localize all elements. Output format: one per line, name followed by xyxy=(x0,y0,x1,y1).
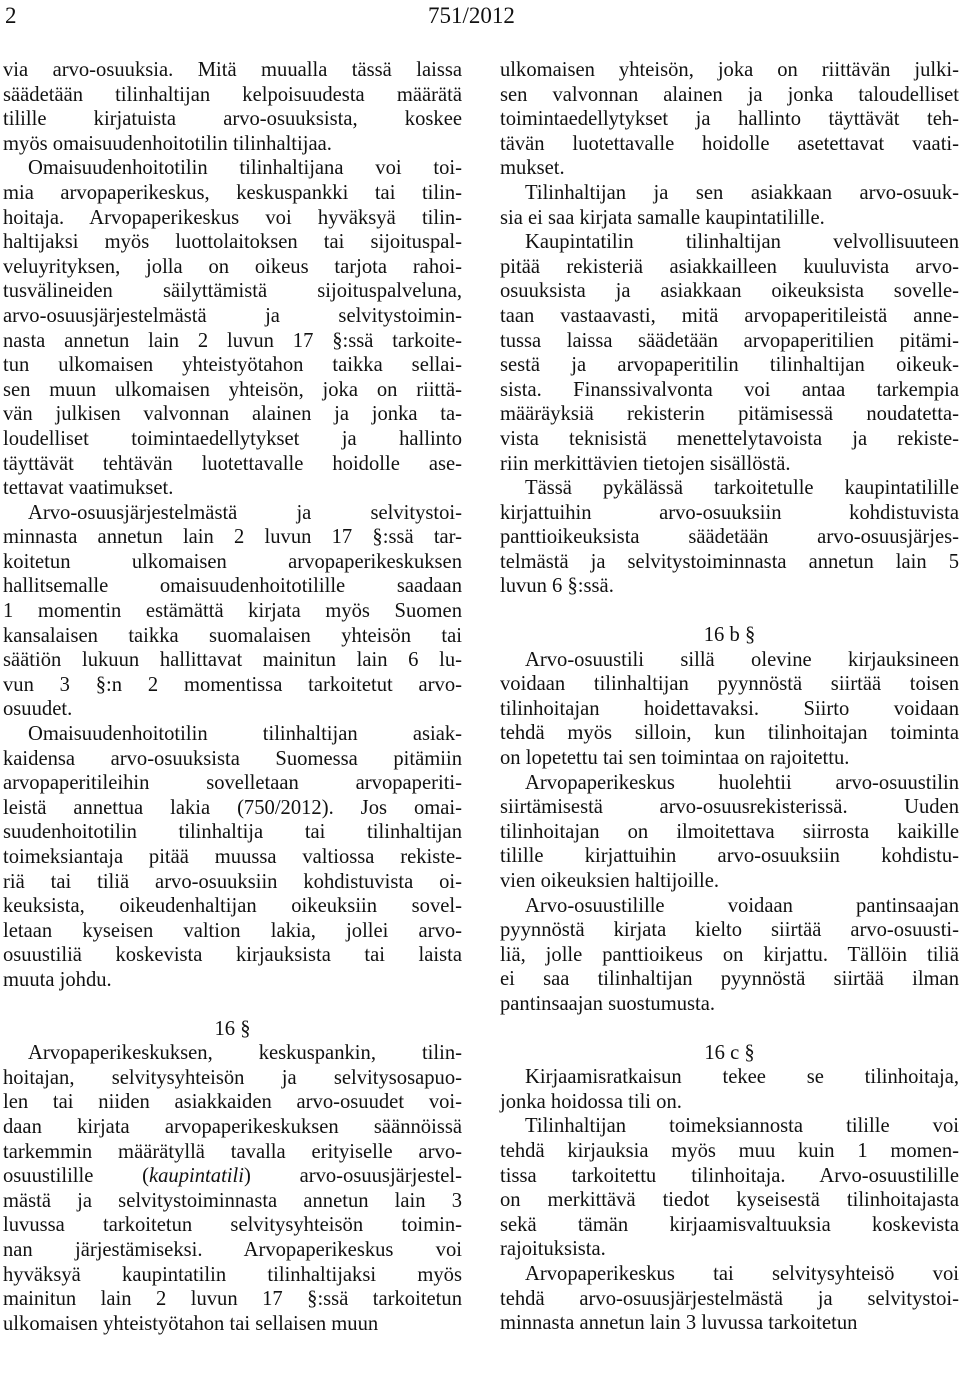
text-line: osuustilille (kaupintatili) arvo-osuusjärjestel- xyxy=(3,1165,462,1188)
text-line: panttioikeuksista säädetään arvo-osuusjärjes- xyxy=(500,526,959,549)
text-line: len tai niiden asiakkaiden arvo-osuudet voi- xyxy=(3,1091,462,1114)
text-line: ei saa tilinhaltijan pyynnöstä siirtää ilman xyxy=(500,968,959,991)
text-line: tun ulkomaisen yhteistyötahon taikka sellai- xyxy=(3,354,462,377)
text-line: minnasta annetun lain 3 luvussa tarkoitetun xyxy=(500,1312,858,1335)
text-line: Arvo-osuustilille voidaan pantinsaajan xyxy=(525,894,959,917)
text-line: sen muun ulkomaisen yhteisön, joka on riittä- xyxy=(3,378,462,401)
text-line: riä tai tiliä arvo-osuuksiin kohdistuvista oi- xyxy=(3,870,462,893)
paragraph xyxy=(500,771,959,894)
paragraph xyxy=(3,58,462,156)
text-line: suudenhoitotilin tilinhaltija tai tilinhaltijan xyxy=(3,821,462,844)
text-line: tilille kirjattuihin arvo-osuuksiin kohdistu- xyxy=(500,845,959,868)
text-line: tarkemmin määrätyllä tavalla erityiselle arvo- xyxy=(3,1140,462,1163)
text-line: Omaisuudenhoitotilin tilinhaltijan asiak- xyxy=(28,723,462,746)
text-line: mia arvopaperikeskus, keskuspankki tai tilin- xyxy=(3,181,462,204)
text-line: määräyksiä rekisterin pitämisessä noudatetta- xyxy=(500,403,959,426)
text-line: säätiön lukuun hallittavat mainitun lain 6 lu- xyxy=(3,649,462,672)
text-line: voidaan tilinhaltijan pyynnöstä siirtää toisen xyxy=(500,673,959,696)
text-line: Kaupintatilin tilinhaltijan velvollisuuteen xyxy=(525,231,959,254)
text-line: tehdä arvo-osuusjärjestelmästä ja selvitystoi- xyxy=(500,1287,959,1310)
text-line: vun 3 §:n 2 momentissa tarkoitetut arvo- xyxy=(3,673,462,696)
paragraph xyxy=(500,894,959,1017)
text-line: vista teknisistä menettelytavoista ja rekiste- xyxy=(500,427,959,450)
paragraph xyxy=(3,1041,462,1336)
text-line: tehdä myös silloin, kun tilinhoitajan toiminta xyxy=(500,722,959,745)
text-line: osuudet. xyxy=(3,698,73,721)
text-line: on lopetettu tai sen toimintaa on rajoitettu. xyxy=(500,747,850,770)
text-line: riin merkittävien tietojen sisällöstä. xyxy=(500,452,791,475)
text-line: minnasta annetun lain 2 luvun 17 §:ssä tar- xyxy=(3,526,462,549)
text-line: rajoituksista. xyxy=(500,1238,606,1261)
text-line: Arvopaperikeskus huolehtii arvo-osuustilin xyxy=(525,771,959,794)
paragraph xyxy=(500,1262,959,1336)
section-spacer xyxy=(500,1017,959,1041)
text-line: leistä annettua lakia (750/2012). Jos omai- xyxy=(3,796,462,819)
text-line: tissa tarkoitettu tilinhoitaja. Arvo-osuustilille xyxy=(500,1164,959,1187)
text-line: kansalaisen taikka suomalaisen yhteisön tai xyxy=(3,624,462,647)
text-line: sen valvonnan alainen ja jonka taloudelliset xyxy=(500,83,959,106)
text-line: kaidensa arvo-osuuksista Suomessa pitämiin xyxy=(3,747,462,770)
text-line: Arvo-osuusjärjestelmästä ja selvitystoi- xyxy=(28,501,462,524)
text-line: pyynnöstä kirjata kielto siirtää arvo-osuusti- xyxy=(500,919,959,942)
left-column xyxy=(3,58,462,1336)
section-heading: 16 c § xyxy=(704,1041,755,1064)
section-spacer xyxy=(3,993,462,1017)
text-line: tusvälineiden säilyttämistä sijoituspalveluna, xyxy=(3,280,462,303)
paragraph xyxy=(500,1065,959,1114)
text-line: mästä ja selvitystoiminnasta annetun lain 3 xyxy=(3,1189,462,1212)
text-line: Tilinhaltijan toimeksiannosta tilille voi xyxy=(525,1115,959,1138)
text-line: osuuksista ja asiakkaan oikeuksista sovelle- xyxy=(500,280,959,303)
text-line: koitetun ulkomaisen arvopaperikeskuksen xyxy=(3,550,462,573)
text-line: vien oikeuksien haltijoille. xyxy=(500,870,720,892)
text-line: on merkittävä tiedot kyseisestä tilinhoitajasta xyxy=(500,1189,959,1212)
section-heading: 16 b § xyxy=(703,624,756,647)
text-line: täyttävät tehtävän luotettavalle hoidolle ase- xyxy=(3,452,462,475)
section-spacer xyxy=(500,599,959,623)
text-line: sia ei saa kirjata samalle kaupintatilille. xyxy=(500,206,825,229)
text-line: Tilinhaltijan ja sen asiakkaan arvo-osuuk- xyxy=(525,181,959,204)
text-line: pitää rekisteriä asiakkailleen kuuluvista arvo- xyxy=(500,255,959,278)
text-line: hoitaja. Arvopaperikeskus voi hyväksyä tilin- xyxy=(3,206,462,229)
text-line: hoitajan, selvitysyhteisön ja selvitysosapuo- xyxy=(3,1066,462,1089)
text-line: vän julkisen valvonnan alainen ja jonka ta- xyxy=(3,403,462,426)
text-line: myös omaisuudenhoitotilin tilinhaltijaa. xyxy=(3,132,332,155)
text-line: siirtämisestä arvo-osuusrekisterissä. Uuden xyxy=(500,796,959,819)
paragraph xyxy=(500,181,959,230)
text-line: Arvo-osuustili sillä olevine kirjauksineen xyxy=(525,648,959,671)
text-line: arvopaperitileihin sovelletaan arvopaperiti- xyxy=(3,772,462,795)
right-column xyxy=(500,58,959,1336)
document-id: 751/2012 xyxy=(428,3,515,28)
text-line: sestä ja arvopaperitilin tilinhaltijan oikeuk- xyxy=(500,354,959,377)
text-line: sekä tämän kirjaamisvaltuuksia koskevista xyxy=(500,1213,959,1236)
text-line: sista. Finanssivalvonta voi antaa tarkempia xyxy=(500,378,959,401)
text-line: nan järjestämiseksi. Arvopaperikeskus voi xyxy=(3,1238,462,1261)
text-line: veluyrityksen, jolla on oikeus tarjota rahoi- xyxy=(3,255,462,278)
text-line: liä, jolle panttioikeus on kirjattu. Tällöin tiliä xyxy=(500,943,959,966)
text-line: Omaisuudenhoitotilin tilinhaltijana voi toi- xyxy=(28,157,462,180)
text-line: tilinhoitajan on ilmoitettava siirrosta kaikille xyxy=(500,820,959,843)
text-line: 1 momentin estämättä kirjata myös Suomen xyxy=(3,600,462,623)
text-line: haltijaksi myös luottolaitoksen tai sijoituspal- xyxy=(3,231,462,254)
text-line: muuta johdu. xyxy=(3,968,112,991)
text-line: letaan kyseisen valtion lakia, jollei arvo- xyxy=(3,919,462,942)
text-line: luvun 6 §:ssä. xyxy=(500,575,614,598)
text-line: kirjattuihin arvo-osuuksiin kohdistuvista xyxy=(500,501,959,524)
text-line: tilinhoitajan hoidettavaksi. Siirto voidaan xyxy=(500,697,959,720)
text-line: osuustiliä koskevista kirjauksista tai laista xyxy=(3,944,462,967)
page-number: 2 xyxy=(5,3,17,28)
text-line: luvussa tarkoitetun selvitysyhteisön toimin- xyxy=(3,1214,462,1237)
text-line: mukset. xyxy=(500,157,565,180)
text-line: tussa laissa säädetään arvopaperitilien pitämi- xyxy=(500,329,959,352)
text-line: keuksista, oikeudenhaltijan oikeuksiin sovel- xyxy=(3,895,462,918)
text-line: pantinsaajan suostumusta. xyxy=(500,992,716,1015)
text-line: Arvopaperikeskuksen, keskuspankin, tilin- xyxy=(28,1042,462,1065)
paragraph xyxy=(500,1114,959,1262)
text-line: tettavat vaatimukset. xyxy=(3,477,174,500)
text-line: arvo-osuusjärjestelmästä ja selvitystoimin- xyxy=(3,304,462,327)
paragraph xyxy=(3,501,462,722)
text-line: säädetään tilinhaltijan kelpoisuudesta määrätä xyxy=(3,83,462,106)
text-line: toimintaedellytykset ja hallinto täyttävät teh- xyxy=(500,108,959,131)
text-line: toimeksiantaja pitää muussa valtiossa rekiste- xyxy=(3,846,462,868)
paragraph xyxy=(500,230,959,476)
text-line: tilille kirjatuista arvo-osuuksista, koskee xyxy=(3,108,462,131)
section-heading: 16 § xyxy=(214,1017,251,1040)
paragraph xyxy=(500,476,959,599)
text-line: hallitsemalle omaisuudenhoitotilille saadaan xyxy=(3,575,462,598)
page-header xyxy=(0,0,960,40)
text-line: nasta annetun lain 2 luvun 17 §:ssä tarkoite- xyxy=(3,329,462,352)
text-line: Tässä pykälässä tarkoitetulle kaupintatilille xyxy=(525,477,959,500)
text-line: ulkomaisen yhteistyötahon tai sellaisen muun xyxy=(3,1312,379,1335)
paragraph xyxy=(3,722,462,993)
text-line: Kirjaamisratkaisun tekee se tilinhoitaja, xyxy=(525,1066,959,1089)
text-line: tehdä kirjauksia myös muu kuin 1 momen- xyxy=(500,1139,959,1162)
text-line: ulkomaisen yhteisön, joka on riittävän julki- xyxy=(500,59,959,81)
paragraph xyxy=(500,58,959,181)
paragraph xyxy=(500,648,959,771)
text-line: daan kirjata arvopaperikeskuksen säännöissä xyxy=(3,1115,462,1138)
text-line: Arvopaperikeskus tai selvitysyhteisö voi xyxy=(525,1262,959,1285)
text-line: telmästä ja selvitystoiminnasta annetun lain 5 xyxy=(500,550,959,573)
text-line: mainitun lain 2 luvun 17 §:ssä tarkoitetun xyxy=(3,1288,462,1311)
text-line: jonka hoidossa tili on. xyxy=(500,1090,682,1113)
text-line: tävän luotettavalle hoidolle asetettavat vaati- xyxy=(500,132,959,155)
paragraph xyxy=(3,156,462,500)
text-line: hyväksyä kaupintatilin tilinhaltijaksi myös xyxy=(3,1263,462,1286)
text-line: loudelliset toimintaedellytykset ja hallinto xyxy=(3,427,462,450)
text-line: taan vastaavasti, mitä arvopaperitileistä anne- xyxy=(500,304,959,327)
text-line: via arvo-osuuksia. Mitä muualla tässä laissa xyxy=(3,59,462,81)
